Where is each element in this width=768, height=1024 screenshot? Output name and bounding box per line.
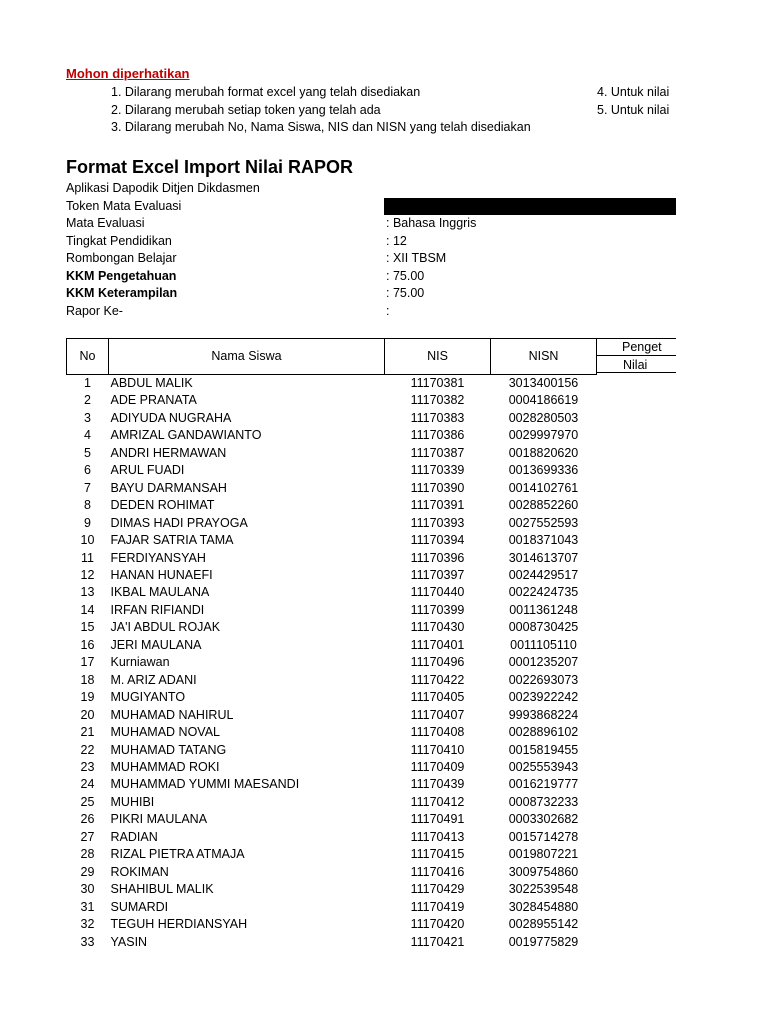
header-nis: NIS (385, 339, 491, 375)
document-title: Format Excel Import Nilai RAPOR (66, 157, 354, 177)
cell-nama[interactable]: IRFAN RIFIANDI (110, 602, 205, 617)
cell-nama[interactable]: YASIN (110, 934, 148, 949)
cell-no[interactable]: 23 (80, 759, 95, 774)
meta-label-mata-evaluasi: Mata Evaluasi (66, 216, 145, 230)
cell-no[interactable]: 30 (80, 882, 95, 897)
cell-nisn[interactable]: 0028955142 (508, 917, 579, 932)
cell-nisn[interactable]: 0022424735 (508, 585, 579, 600)
table-row (67, 445, 597, 462)
meta-label-kkm-pengetahuan: KKM Pengetahuan (66, 269, 177, 283)
cell-nisn[interactable]: 0011105110 (510, 637, 577, 652)
cell-no[interactable]: 22 (80, 742, 95, 757)
table-row (67, 375, 597, 393)
table-row (67, 567, 597, 584)
cell-nama[interactable]: MUHIBI (110, 794, 155, 809)
cell-nisn[interactable]: 0019775829 (508, 934, 579, 949)
table-row (67, 550, 597, 567)
cell-nisn[interactable]: 0028896102 (508, 725, 579, 740)
cell-nama[interactable]: SHAHIBUL MALIK (110, 882, 214, 897)
cell-no[interactable]: 32 (80, 917, 95, 932)
cell-nama[interactable]: DEDEN ROHIMAT (110, 498, 215, 513)
cell-nama[interactable]: FERDIYANSYAH (110, 550, 206, 565)
cell-no[interactable]: 24 (80, 777, 95, 792)
table-row (67, 480, 597, 497)
cell-nisn[interactable]: 0019807221 (508, 847, 579, 862)
cell-nis[interactable]: 11170413 (410, 829, 465, 844)
cell-nama[interactable]: RIZAL PIETRA ATMAJA (110, 847, 245, 862)
meta-value-kkm-keterampilan: : 75.00 (386, 286, 425, 300)
cell-nama[interactable]: TEGUH HERDIANSYAH (110, 917, 248, 932)
cell-nis[interactable]: 11170383 (410, 410, 465, 425)
cell-nis[interactable]: 11170440 (410, 585, 465, 600)
table-row (67, 619, 597, 636)
cell-no[interactable]: 20 (80, 707, 95, 722)
table-row (67, 602, 597, 619)
cell-nama[interactable]: MUHAMMAD ROKI (110, 759, 220, 774)
token-redacted-field (384, 198, 676, 215)
cell-no[interactable]: 4 (84, 428, 91, 443)
cell-no[interactable]: 10 (80, 533, 95, 548)
cell-nama[interactable]: Kurniawan (110, 655, 170, 670)
cell-nis[interactable]: 11170396 (410, 550, 465, 565)
table-row (67, 497, 597, 514)
rule-5: 5. Untuk nilai (597, 103, 670, 117)
cell-nama[interactable]: ADIYUDA NUGRAHA (110, 410, 232, 425)
cell-nama[interactable]: BAYU DARMANSAH (110, 480, 227, 495)
table-row (67, 672, 597, 689)
cell-nama[interactable]: ABDUL MALIK (110, 376, 193, 390)
cell-nis[interactable]: 11170491 (410, 812, 465, 827)
header-nisn: NISN (491, 339, 597, 375)
cell-nama[interactable]: DIMAS HADI PRAYOGA (110, 515, 248, 530)
cell-nis[interactable]: 11170430 (410, 620, 465, 635)
cell-nama[interactable]: MUHAMAD TATANG (110, 742, 227, 757)
cell-nis[interactable]: 11170387 (410, 445, 465, 460)
cell-nis[interactable]: 11170386 (410, 428, 465, 443)
cell-no[interactable]: 9 (84, 515, 91, 530)
cell-nama[interactable]: MUGIYANTO (110, 690, 186, 705)
cell-no[interactable]: 25 (80, 794, 95, 809)
cell-nis[interactable]: 11170381 (410, 376, 465, 390)
cell-no[interactable]: 7 (84, 480, 91, 495)
cell-nama[interactable]: PIKRI MAULANA (110, 812, 208, 827)
cell-nisn[interactable]: 3028454880 (508, 899, 579, 914)
cell-nisn[interactable]: 0001235207 (508, 655, 579, 670)
cell-no[interactable]: 3 (84, 410, 91, 425)
cell-no[interactable]: 14 (80, 602, 95, 617)
cell-nisn[interactable]: 0024429517 (508, 567, 579, 582)
cell-nisn[interactable]: 3022539548 (508, 882, 579, 897)
table-row (67, 707, 597, 724)
cell-no[interactable]: 19 (80, 690, 95, 705)
table-header-row (67, 339, 597, 375)
meta-label-rombel: Rombongan Belajar (66, 251, 177, 265)
cell-nisn[interactable]: 0022693073 (508, 672, 579, 687)
cell-nis[interactable]: 11170399 (410, 602, 465, 617)
cell-no[interactable]: 11 (81, 550, 94, 565)
cell-nis[interactable]: 11170415 (410, 847, 465, 862)
cell-nisn[interactable]: 0028852260 (508, 498, 579, 513)
meta-label-kkm-keterampilan: KKM Keterampilan (66, 286, 178, 300)
cell-nama[interactable]: ARUL FUADI (110, 463, 185, 478)
cell-nisn[interactable]: 0015714278 (508, 829, 579, 844)
cell-nisn[interactable]: 0003302682 (508, 812, 579, 827)
cell-nama[interactable]: RADIAN (110, 829, 158, 844)
table-row (67, 689, 597, 706)
table-row (67, 410, 597, 427)
cell-no[interactable]: 2 (84, 393, 91, 408)
cell-no[interactable]: 8 (84, 498, 91, 513)
cell-no[interactable]: 13 (80, 585, 95, 600)
cell-no[interactable]: 5 (84, 445, 91, 460)
cell-nama[interactable]: MUHAMAD NOVAL (110, 725, 221, 740)
cell-nis[interactable]: 11170429 (410, 882, 465, 897)
table-row (67, 881, 597, 898)
rule-1: 1. Dilarang merubah format excel yang telah disediakan (111, 85, 421, 99)
rule-3: 3. Dilarang merubah No, Nama Siswa, NIS dan NISN yang telah disediakan (111, 120, 531, 134)
grades-table-body (67, 375, 597, 951)
cell-nisn[interactable]: 0018371043 (508, 533, 579, 548)
rule-2: 2. Dilarang merubah setiap token yang telah ada (111, 103, 381, 117)
cell-no[interactable]: 15 (80, 620, 95, 635)
cell-nama[interactable]: AMRIZAL GANDAWIANTO (110, 428, 262, 443)
meta-value-tingkat: : 12 (386, 234, 407, 248)
cell-nis[interactable]: 11170421 (410, 934, 465, 949)
cell-nisn[interactable]: 0008730425 (508, 620, 579, 635)
cell-nama[interactable]: ADE PRANATA (110, 393, 197, 408)
header-nama-siswa: Nama Siswa (109, 339, 385, 375)
table-row (67, 811, 597, 828)
cell-nis[interactable]: 11170391 (410, 498, 465, 513)
cell-nisn[interactable]: 3014613707 (508, 550, 579, 565)
cell-nis[interactable]: 11170408 (410, 725, 465, 740)
cell-nisn[interactable]: 3009754860 (508, 864, 579, 879)
cell-nisn[interactable]: 0011361248 (509, 602, 578, 617)
cell-no[interactable]: 26 (80, 812, 95, 827)
cell-nisn[interactable]: 3013400156 (508, 376, 579, 390)
cell-nis[interactable]: 11170390 (410, 480, 465, 495)
cell-nis[interactable]: 11170382 (410, 393, 465, 408)
header-nilai: Nilai (596, 355, 676, 373)
table-row (67, 846, 597, 863)
cell-no[interactable]: 28 (80, 847, 95, 862)
cell-nisn[interactable]: 0008732233 (508, 794, 579, 809)
table-row (67, 515, 597, 532)
cell-nisn[interactable]: 0027552593 (508, 515, 579, 530)
cell-nisn[interactable]: 9993868224 (508, 707, 579, 722)
table-row (67, 899, 597, 916)
rule-4: 4. Untuk nilai (597, 85, 670, 99)
grades-table (66, 338, 597, 951)
cell-no[interactable]: 31 (80, 899, 95, 914)
table-row (67, 427, 597, 444)
cell-nama[interactable]: SUMARDI (110, 899, 169, 914)
cell-nisn[interactable]: 0014102761 (508, 480, 579, 495)
cell-no[interactable]: 29 (80, 864, 95, 879)
cell-no[interactable]: 27 (80, 829, 95, 844)
notice-title: Mohon diperhatikan (66, 66, 190, 81)
cell-nama[interactable]: MUHAMAD NAHIRUL (110, 707, 234, 722)
cell-nisn[interactable]: 0025553943 (508, 759, 579, 774)
meta-label-rapor-ke: Rapor Ke- (66, 304, 123, 318)
table-row (67, 934, 597, 951)
cell-nis[interactable]: 11170409 (410, 759, 465, 774)
cell-no[interactable]: 12 (80, 567, 95, 582)
pengetahuan-header (596, 338, 676, 374)
cell-nis[interactable]: 11170393 (410, 515, 465, 530)
cell-nisn[interactable]: 0029997970 (508, 428, 579, 443)
cell-nama[interactable]: ANDRI HERMAWAN (110, 445, 227, 460)
table-row (67, 742, 597, 759)
cell-nis[interactable]: 11170397 (410, 567, 465, 582)
cell-nis[interactable]: 11170412 (410, 794, 465, 809)
cell-nisn[interactable]: 0016219777 (508, 777, 579, 792)
cell-no[interactable]: 18 (80, 672, 95, 687)
cell-nis[interactable]: 11170401 (410, 637, 465, 652)
cell-no[interactable]: 6 (84, 463, 91, 478)
cell-nis[interactable]: 11170416 (410, 864, 465, 879)
cell-nisn[interactable]: 0028280503 (508, 410, 579, 425)
table-row (67, 794, 597, 811)
cell-no[interactable]: 17 (80, 655, 95, 670)
document-subtitle: Aplikasi Dapodik Ditjen Dikdasmen (66, 181, 260, 195)
table-row (67, 532, 597, 549)
cell-nis[interactable]: 11170394 (410, 533, 465, 548)
table-row (67, 759, 597, 776)
cell-nis[interactable]: 11170339 (410, 463, 465, 478)
cell-nama[interactable]: MUHAMMAD YUMMI MAESANDI (110, 777, 300, 792)
meta-value-kkm-pengetahuan: : 75.00 (386, 269, 425, 283)
header-no: No (67, 339, 109, 375)
cell-nis[interactable]: 11170496 (410, 655, 465, 670)
header-pengetahuan: Penget (596, 338, 676, 355)
table-row (67, 654, 597, 671)
table-row (67, 462, 597, 479)
cell-nisn[interactable]: 0015819455 (508, 742, 579, 757)
meta-label-tingkat: Tingkat Pendidikan (66, 234, 172, 248)
cell-nis[interactable]: 11170405 (410, 690, 465, 705)
cell-nama[interactable]: ROKIMAN (110, 864, 169, 879)
cell-nama[interactable]: JERI MAULANA (110, 637, 202, 652)
meta-value-rapor-ke: : (386, 304, 390, 318)
cell-no[interactable]: 16 (80, 637, 95, 652)
cell-nama[interactable]: HANAN HUNAEFI (110, 567, 213, 582)
table-row (67, 637, 597, 654)
cell-nama[interactable]: FAJAR SATRIA TAMA (110, 533, 234, 548)
cell-nis[interactable]: 11170439 (410, 777, 465, 792)
cell-nisn[interactable]: 0018820620 (508, 445, 579, 460)
cell-nis[interactable]: 11170410 (410, 742, 465, 757)
cell-no[interactable]: 1 (84, 376, 91, 390)
table-row (67, 916, 597, 933)
cell-nisn[interactable]: 0004186619 (508, 393, 579, 408)
cell-nisn[interactable]: 0023922242 (508, 690, 579, 705)
table-row (67, 392, 597, 409)
cell-nis[interactable]: 11170407 (410, 707, 465, 722)
meta-label-token: Token Mata Evaluasi (66, 199, 182, 213)
cell-nis[interactable]: 11170419 (410, 899, 465, 914)
meta-value-mata-evaluasi: : Bahasa Inggris (386, 216, 477, 230)
cell-nama[interactable]: IKBAL MAULANA (110, 585, 210, 600)
cell-no[interactable]: 21 (80, 725, 95, 740)
cell-nisn[interactable]: 0013699336 (508, 463, 579, 478)
table-row (67, 724, 597, 741)
cell-nis[interactable]: 11170420 (410, 917, 465, 932)
cell-nis[interactable]: 11170422 (410, 672, 465, 687)
table-row (67, 829, 597, 846)
cell-no[interactable]: 33 (80, 934, 95, 949)
cell-nama[interactable]: JA'I ABDUL ROJAK (110, 620, 221, 635)
table-row (67, 584, 597, 601)
meta-value-rombel: : XII TBSM (386, 251, 447, 265)
cell-nama[interactable]: M. ARIZ ADANI (110, 672, 197, 687)
table-row (67, 864, 597, 881)
table-row (67, 776, 597, 793)
